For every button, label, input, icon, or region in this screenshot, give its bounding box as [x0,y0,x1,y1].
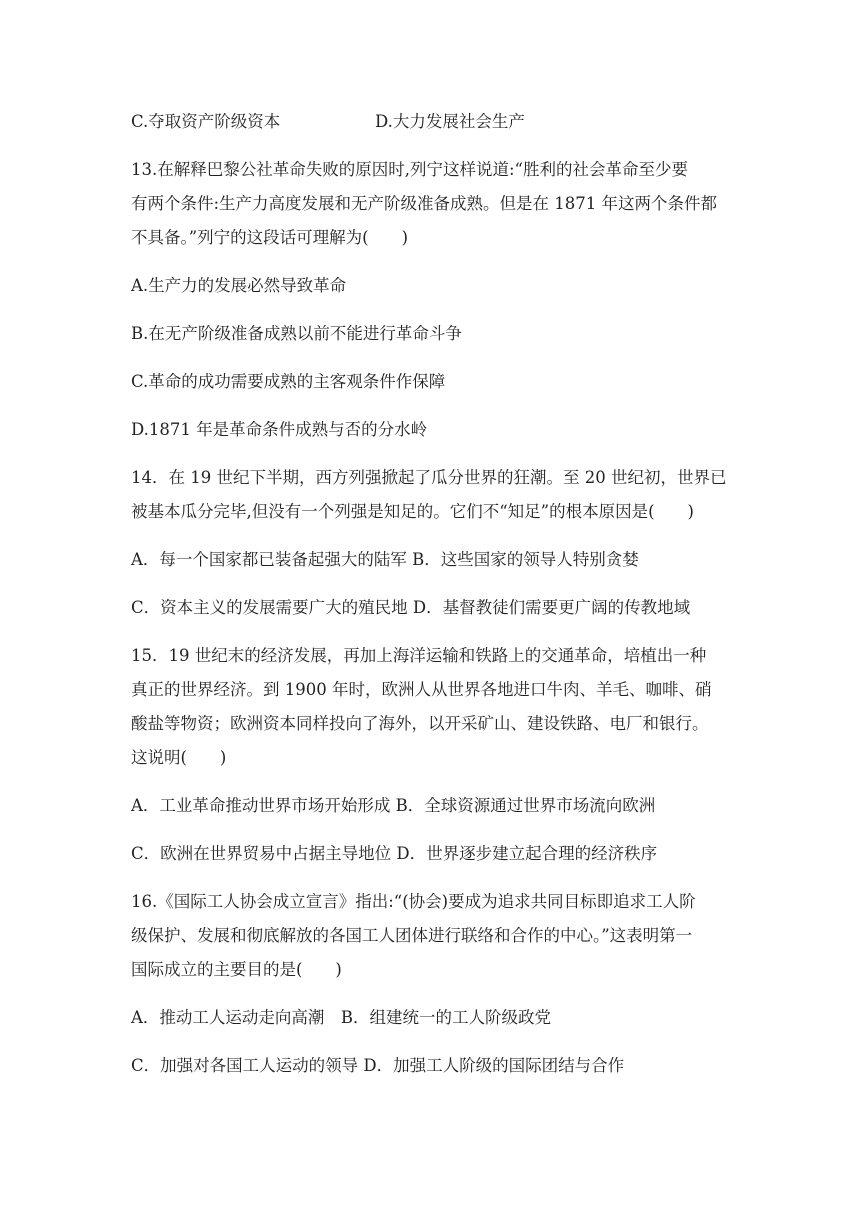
q15-stem-line-2: 真正的世界经济。到 1900 年时，欧洲人从世界各地进口牛肉、羊毛、咖啡、硝 [131,680,712,699]
q14-stem-line-1: 14．在 19 世纪下半期，西方列强掀起了瓜分世界的狂潮。至 20 世纪初，世界已 [131,468,727,487]
q16-stem-line-1: 16.《国际工人协会成立宣言》指出:“(协会)要成为追求共同目标即追求工人阶 [131,892,696,911]
q12-option-d: D.大力发展社会生产 [375,112,525,131]
q15-stem-line-1: 15．19 世纪末的经济发展，再加上海洋运输和铁路上的交通革命，培植出一种 [131,646,707,665]
q15-options-ab: A．工业革命推动世界市场开始形成 B．全球资源通过世界市场流向欧洲 [131,796,656,815]
q13-stem-line-2: 有两个条件:生产力高度发展和无产阶级准备成熟。但是在 1871 年这两个条件都 [131,194,718,213]
q13-option-b: B.在无产阶级准备成熟以前不能进行革命斗争 [131,324,462,343]
q15-stem-line-3: 酸盐等物资；欧洲资本同样投向了海外，以开采矿山、建设铁路、电厂和银行。 [131,714,709,733]
q13-stem-line-1: 13.在解释巴黎公社革命失败的原因时,列宁这样说道:“胜利的社会革命至少要 [131,160,688,179]
q13-stem-line-3: 不具备。”列宁的这段话可理解为( ) [131,228,409,247]
q14-stem-line-2: 被基本瓜分完毕,但没有一个列强是知足的。它们不“知足”的根本原因是( ) [131,502,694,521]
q13-option-a: A.生产力的发展必然导致革命 [131,276,347,295]
q16-options-ab: A．推动工人运动走向高潮 B．组建统一的工人阶级政党 [131,1008,552,1027]
q14-options-ab: A．每一个国家都已装备起强大的陆军 B．这些国家的领导人特别贪婪 [131,550,639,569]
q16-stem-line-3: 国际成立的主要目的是( ) [131,960,342,979]
q15-stem-line-4: 这说明( ) [131,748,227,767]
q13-option-d: D.1871 年是革命条件成熟与否的分水岭 [131,420,428,439]
q14-options-cd: C．资本主义的发展需要广大的殖民地 D．基督教徒们需要更广阔的传教地域 [131,598,691,617]
q15-options-cd: C．欧洲在世界贸易中占据主导地位 D．世界逐步建立起合理的经济秩序 [131,844,658,863]
q12-option-c: C.夺取资产阶级资本 [131,112,281,131]
q16-stem-line-2: 级保护、发展和彻底解放的各国工人团体进行联络和合作的中心。”这表明第一 [131,926,693,945]
q16-options-cd: C．加强对各国工人运动的领导 D．加强工人阶级的国际团结与合作 [131,1056,625,1075]
q13-option-c: C.革命的成功需要成熟的主客观条件作保障 [131,372,446,391]
